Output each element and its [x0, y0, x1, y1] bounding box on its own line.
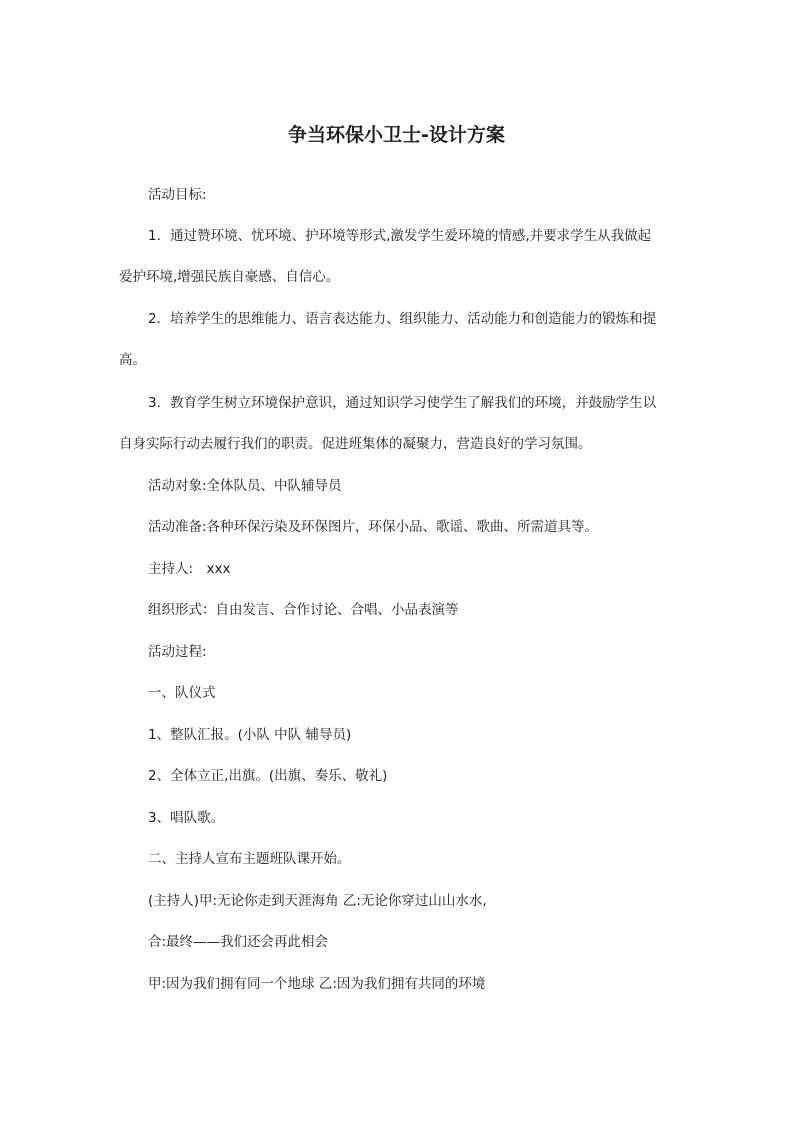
paragraph-line: (主持人)甲:无论你走到天涯海角 乙:无论你穿过山山水水,: [148, 893, 487, 909]
paragraph-line: 3、唱队歌。: [148, 810, 225, 826]
paragraph-line: 组织形式：自由发言、合作讨论、合唱、小品表演等: [148, 602, 459, 618]
document-title: 争当环保小卫士-设计方案: [288, 124, 505, 146]
paragraph-line: 2、全体立正,出旗。(出旗、奏乐、敬礼): [148, 768, 388, 784]
paragraph-line: 合:最终——我们还会再此相会: [148, 934, 329, 950]
paragraph-line: 主持人: xxx: [148, 561, 231, 577]
paragraph-line: 1．通过赞环境、忧环境、护环境等形式,激发学生爱环境的情感,并要求学生从我做起: [148, 228, 652, 244]
paragraph-line: 3．教育学生树立环境保护意识，通过知识学习使学生了解我们的环境，并鼓励学生以: [148, 395, 657, 411]
paragraph-line: 活动目标:: [148, 187, 207, 203]
paragraph-line: 2．培养学生的思维能力、语言表达能力、组织能力、活动能力和创造能力的锻炼和提: [148, 311, 657, 327]
paragraph-line: 爱护环境,增强民族自豪感、自信心。: [119, 269, 340, 285]
paragraph-line: 1、整队汇报。(小队 中队 辅导员): [148, 727, 352, 743]
paragraph-line: 高。: [119, 352, 146, 368]
paragraph-line: 活动对象:全体队员、中队辅导员: [148, 478, 342, 494]
paragraph-line: 二、主持人宣布主题班队课开始。: [148, 851, 351, 867]
paragraph-line: 甲:因为我们拥有同一个地球 乙:因为我们拥有共同的环境: [148, 976, 486, 992]
paragraph-line: 活动准备:各种环保污染及环保图片，环保小品、歌谣、歌曲、所需道具等。: [148, 519, 599, 535]
paragraph-line: 一、队仪式: [148, 685, 216, 701]
paragraph-line: 自身实际行动去履行我们的职责。促进班集体的凝聚力，营造良好的学习氛围。: [119, 436, 592, 452]
paragraph-line: 活动过程:: [148, 644, 207, 660]
